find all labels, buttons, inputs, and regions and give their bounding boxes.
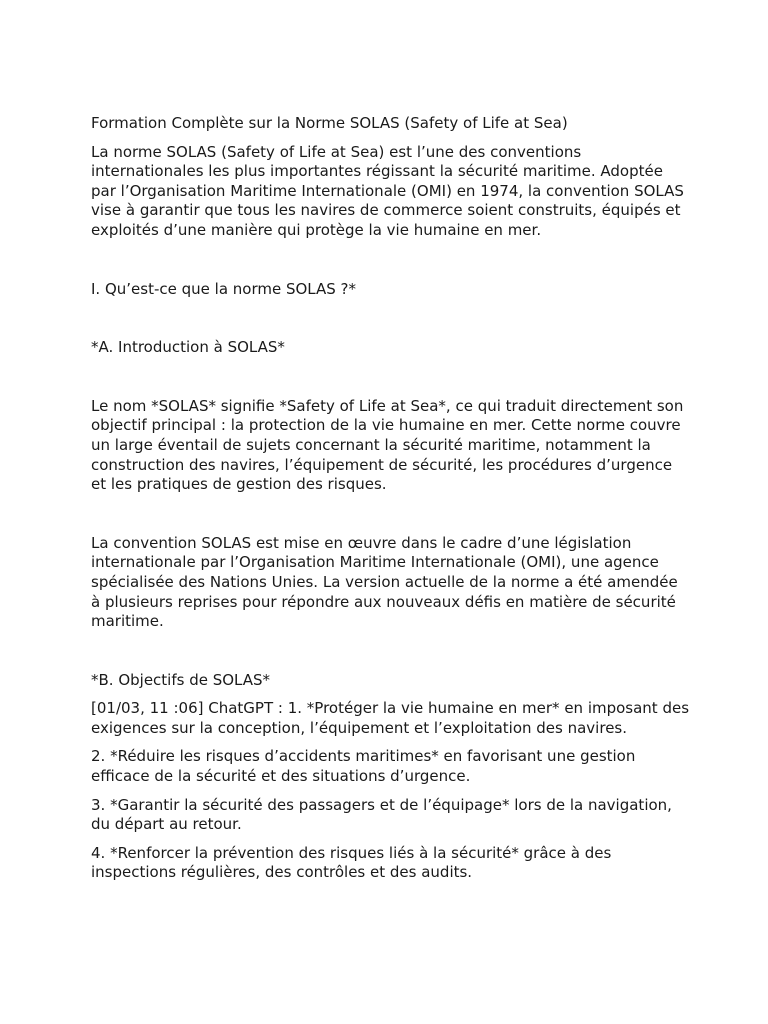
subsection-a-heading: *A. Introduction à SOLAS* xyxy=(91,338,285,357)
objective-item-4: 4. *Renforcer la prévention des risques liés à la sécurité* grâce à des inspections régulières, des contrôles et des audits. xyxy=(91,843,612,882)
objective-item-2: 2. *Réduire les risques d’accidents maritimes* en favorisant une gestion efficace de la sécurité et des situations d’urgence. xyxy=(91,747,636,786)
paragraph-a1: Le nom *SOLAS* signifie *Safety of Life at Sea*, ce qui traduit directement son objectif principal : la protection de la vie humaine en mer. Cette norme couvre un large éventail de sujets concernant la sécurité maritime, notamment la construction des navires, l’équipement de sécurité, les procédures d’urgence et les pratiques de gestion des risques. xyxy=(91,396,684,494)
document-page xyxy=(91,114,691,892)
intro-paragraph: La norme SOLAS (Safety of Life at Sea) est l’une des conventions internationales les plus importantes régissant la sécurité maritime. Adoptée par l’Organisation Maritime Internationale (OMI) en 1974, la convention SOLAS vise à garantir que tous les navires de commerce soient construits, équipés et exploités d’une manière qui protège la vie humaine en mer. xyxy=(91,142,684,239)
objective-item-1: [01/03, 11 :06] ChatGPT : 1. *Protéger la vie humaine en mer* en imposant des exigences sur la conception, l’équipement et l’exploitation des navires. xyxy=(91,699,690,737)
section-1-heading: I. Qu’est-ce que la norme SOLAS ?* xyxy=(91,279,357,298)
document-title: Formation Complète sur la Norme SOLAS (Safety of Life at Sea) xyxy=(91,114,568,132)
subsection-b-heading: *B. Objectifs de SOLAS* xyxy=(91,670,271,689)
objective-item-3: 3. *Garantir la sécurité des passagers et de l’équipage* lors de la navigation, du départ au retour. xyxy=(91,795,672,834)
paragraph-a2: La convention SOLAS est mise en œuvre dans le cadre d’une législation internationale par l’Organisation Maritime Internationale (OMI), une agence spécialisée des Nations Unies. La version actuelle de la norme a été amendée à plusieurs reprises pour répondre aux nouveaux défis en matière de sécurité maritime. xyxy=(91,533,678,631)
